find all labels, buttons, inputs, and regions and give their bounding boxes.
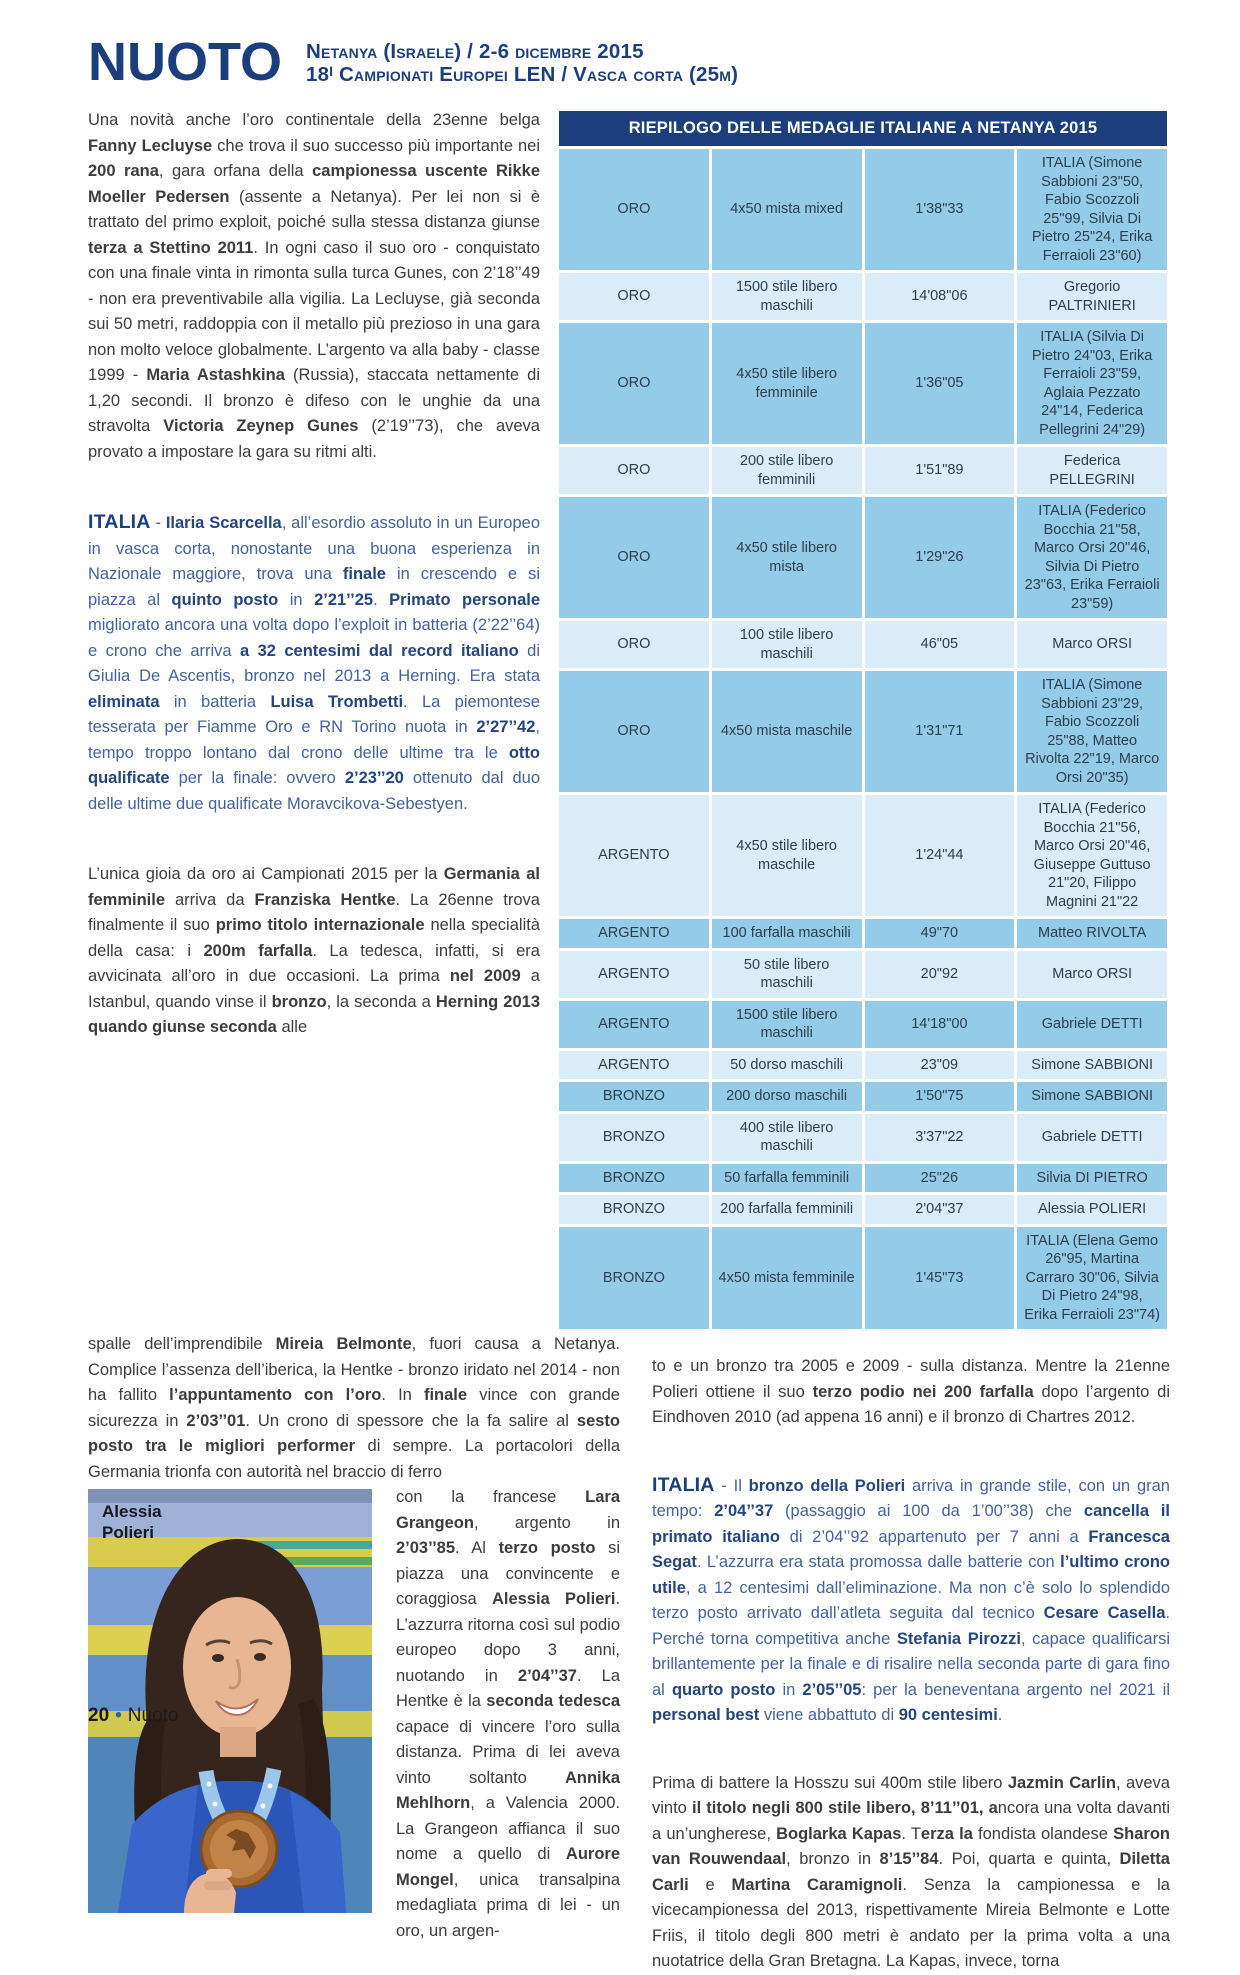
page-number: 20 bbox=[88, 1705, 110, 1726]
cell-medal: ARGENTO bbox=[559, 1051, 709, 1080]
cell-names: Gregorio PALTRINIERI bbox=[1017, 273, 1167, 320]
table-row bbox=[559, 1227, 1167, 1330]
paragraph-italia-scarcella: ITALIA - Ilaria Scarcella, all’esordio assoluto in un Europeo in vasca corta, nonostante una buona esperienza in Nazionale maggiore, trova una finale in crescendo e si piazza al quinto posto in 2’21’’25. Primato personale migliorato ancora una volta dopo l’exploit in batteria (2’22’’64) e crono che arriva a 32 centesimi dal record italiano di Giulia De Ascentis, bronzo nel 2013 a Herning. Era stata eliminata in batteria Luisa Trombetti. La piemontese tesserata per Fiamme Oro e RN Torino nuota in 2’27’’42, tempo troppo lontano dal crono delle ultime tra le otto qualificate per la finale: ovvero 2’23’’20 ottenuto dal duo delle ultime due qualificate Moravcikova-Sebestyen. bbox=[88, 511, 541, 813]
page-footer bbox=[88, 1705, 179, 1727]
cell-medal: ORO bbox=[559, 149, 709, 270]
paragraph-lecluyse: Una novità anche l’oro continentale della 23enne belga Fanny Lecluyse che trova il suo successo più importante nei 200 rana, gara orfana della campionessa uscente Rikke Moeller Pedersen (assente a Netanya). Per lei non si è trattato del primo exploit, poiché sulla stessa distanza giunse terza a Stettino 2011. In ogni caso il suo oro - conquistato con una finale vinta in rimonta sulla turca Gunes, con 2’18’’49 - non era preventivabile alla vigilia. La Lecluyse, già seconda sui 50 metri, raddoppia con il metallo più prezioso in una gara non molto veloce globalmente. L’argento va alla baby - classe 1999 - Maria Astashkina (Russia), staccata nettamente di 1,20 secondi. Il bronzo è difeso con le unghie da una stravolta Victoria Zeynep Gunes (2’19’’73), che aveva provato a impostare la gara su ritmi alti. bbox=[88, 111, 541, 461]
cell-event: 100 farfalla maschili bbox=[712, 919, 862, 948]
cell-time: 25"26 bbox=[865, 1164, 1015, 1193]
athlete-photo-illustration bbox=[88, 1489, 372, 1913]
table-row bbox=[559, 795, 1167, 916]
table-row bbox=[559, 671, 1167, 792]
paragraph-hentke-part1: L’unica gioia da oro ai Campionati 2015 per la Germania al femminile arriva da Franziska Hentke. La 26enne trova finalmente il suo primo titolo internazionale nella specialità della casa: i 200m farfalla. La tedesca, infatti, si era avvicinata all’oro in due occasioni. La prima nel 2009 a Istanbul, quando vinse il bronzo, la seconda a Herning 2013 quando giunse seconda alle bbox=[88, 865, 541, 1036]
cell-time: 1'51"89 bbox=[865, 447, 1015, 494]
cell-time: 1'36"05 bbox=[865, 323, 1015, 444]
athlete-photo bbox=[88, 1489, 372, 1913]
medal-table-title: RIEPILOGO DELLE MEDAGLIE ITALIANE A NETANYA 2015 bbox=[559, 111, 1167, 146]
footer-section-name: Nuoto bbox=[127, 1705, 179, 1726]
cell-names: ITALIA (Silvia Di Pietro 24"03, Erika Ferraioli 23"59, Aglaia Pezzato 24"14, Federica Pellegrini 24"29) bbox=[1017, 323, 1167, 444]
cell-time: 1'45"73 bbox=[865, 1227, 1015, 1330]
cell-medal: BRONZO bbox=[559, 1227, 709, 1330]
cell-event: 4x50 stile libero mista bbox=[712, 497, 862, 618]
table-row bbox=[559, 497, 1167, 618]
table-row bbox=[559, 323, 1167, 444]
cell-names: Gabriele DETTI bbox=[1017, 1001, 1167, 1048]
cell-medal: BRONZO bbox=[559, 1114, 709, 1161]
cell-medal: BRONZO bbox=[559, 1195, 709, 1224]
cell-names: ITALIA (Simone Sabbioni 23"50, Fabio Scozzoli 25"99, Silvia Di Pietro 25"24, Erika Ferraioli 23"60) bbox=[1017, 149, 1167, 270]
table-row bbox=[559, 1195, 1167, 1224]
cell-time: 1'24"44 bbox=[865, 795, 1015, 916]
paragraph-italia-polieri: ITALIA - Il bronzo della Polieri arriva in grande stile, con un gran tempo: 2’04’’37 (passaggio ai 100 da 1’00’’38) che cancella il primato italiano di 2’04’’92 appartenuto per 7 anni a Francesca Segat. L’azzurra era stata promossa dalle batterie con l’ultimo crono utile, a 12 centesimi dall’eliminazione. Ma non c’è solo lo splendido terzo posto arrivato dall’atleta seguita dal tecnico Cesare Casella. Perché torna competitiva anche Stefania Pirozzi, capace qualificarsi brillantemente per la finale e di risalire nella seconda parte di gara fino al quarto posto in 2’05’’05: per la beneventana argento nel 2021 il personal best viene abbattuto di 90 centesimi. bbox=[652, 1473, 1170, 1724]
cell-names: Simone SABBIONI bbox=[1017, 1051, 1167, 1080]
cell-event: 4x50 stile libero femminile bbox=[712, 323, 862, 444]
cell-time: 3'37"22 bbox=[865, 1114, 1015, 1161]
cell-event: 200 farfalla femminili bbox=[712, 1195, 862, 1224]
cell-time: 14'18"00 bbox=[865, 1001, 1015, 1048]
paragraph-hentke-part3: con la francese Lara Grangeon, argento in 2’03’’85. Al terzo posto si piazza una convincente e coraggiosa Alessia Polieri. L’azzurra ritorna così sul podio europeo dopo 3 anni, nuotando in 2’04’’37. La Hentke è la seconda tedesca capace di vincere l’oro sulla distanza. Prima di lei aveva vinto soltanto Annika Mehlhorn, a Valencia 2000. La Grangeon affianca il suo nome a quello di Aurore Mongel, unica transalpina medagliata prima di lei - un oro, un argen- bbox=[396, 1488, 621, 1940]
cell-event: 4x50 stile libero maschile bbox=[712, 795, 862, 916]
table-row bbox=[559, 1164, 1167, 1193]
cell-medal: BRONZO bbox=[559, 1164, 709, 1193]
medal-table-container bbox=[556, 108, 1170, 1332]
paragraph-polieri-podio: to e un bronzo tra 2005 e 2009 - sulla distanza. Mentre la 21enne Polieri ottiene il suo terzo podio nei 200 farfalla dopo l’argento di Eindhoven 2010 (ad appena 16 anni) e il bronzo di Chartres 2012. bbox=[652, 1357, 1170, 1426]
cell-medal: ORO bbox=[559, 273, 709, 320]
table-row bbox=[559, 919, 1167, 948]
cell-names: Federica PELLEGRINI bbox=[1017, 447, 1167, 494]
cell-event: 1500 stile libero maschili bbox=[712, 273, 862, 320]
event-line1: Netanya (Israele) / 2-6 dicembre 2015 bbox=[306, 40, 644, 63]
cell-medal: ORO bbox=[559, 497, 709, 618]
cell-time: 1'38"33 bbox=[865, 149, 1015, 270]
table-row bbox=[559, 1051, 1167, 1080]
cell-medal: ORO bbox=[559, 621, 709, 668]
cell-time: 1'31"71 bbox=[865, 671, 1015, 792]
footer-bullet-icon: • bbox=[115, 1705, 122, 1726]
cell-event: 100 stile libero maschili bbox=[712, 621, 862, 668]
paragraph-hentke-part2: spalle dell’imprendibile Mireia Belmonte, fuori causa a Netanya. Complice l’assenza dell’iberica, la Hentke - bronzo iridato nel 2014 - non ha fallito l’appuntamento con l’oro. In finale vince con grande sicurezza in 2’03’’01. Un crono di spessore che la fa salire al sesto posto tra le migliori performer di sempre. La portacolori della Germania trionfa con autorità nel braccio di ferro bbox=[88, 1335, 621, 1481]
cell-medal: ARGENTO bbox=[559, 951, 709, 998]
cell-event: 200 dorso maschili bbox=[712, 1082, 862, 1111]
cell-names: ITALIA (Federico Bocchia 21"56, Marco Orsi 20"46, Giuseppe Guttuso 21"20, Filippo Magnini 21"22 bbox=[1017, 795, 1167, 916]
cell-names: ITALIA (Elena Gemo 26"95, Martina Carraro 30"06, Silvia Di Pietro 24"98, Erika Ferraioli 23"74) bbox=[1017, 1227, 1167, 1330]
cell-medal: ARGENTO bbox=[559, 1001, 709, 1048]
article-column-left bbox=[88, 108, 540, 1041]
paragraph-carlin-800: Prima di battere la Hosszu sui 400m stile libero Jazmin Carlin, aveva vinto il titolo negli 800 stile libero, 8’11’’01, ancora una volta davanti a un’ungherese, Boglarka Kapas. Terza la fondista olandese Sharon van Rouwendaal, bronzo in 8’15’’84. Poi, quarta e quinta, Diletta Carli e Martina Caramignoli. Senza la campionessa e la vicecampionessa del 2013, rispettivamente Mireia Belmonte e Lotte Friis, il titolo degli 800 metri è andato per la prima volta a una nuotatrice della Gran Bretagna. La Kapas, invece, torna bbox=[652, 1773, 1170, 1970]
cell-event: 200 stile libero femminili bbox=[712, 447, 862, 494]
photo-caption-line2: Polieri bbox=[102, 1523, 154, 1542]
cell-time: 49"70 bbox=[865, 919, 1015, 948]
cell-event: 4x50 mista femminile bbox=[712, 1227, 862, 1330]
cell-time: 23"09 bbox=[865, 1051, 1015, 1080]
cell-time: 46"05 bbox=[865, 621, 1015, 668]
lower-section bbox=[88, 1332, 1170, 1975]
table-row bbox=[559, 621, 1167, 668]
cell-medal: ORO bbox=[559, 447, 709, 494]
cell-names: ITALIA (Simone Sabbioni 23"29, Fabio Scozzoli 25"88, Matteo Rivolta 22"19, Marco Orsi 20"35) bbox=[1017, 671, 1167, 792]
cell-medal: ORO bbox=[559, 671, 709, 792]
photo-caption-line1: Alessia bbox=[102, 1502, 162, 1521]
article-column-bottom-left bbox=[88, 1332, 620, 1944]
cell-time: 1'50"75 bbox=[865, 1082, 1015, 1111]
cell-medal: BRONZO bbox=[559, 1082, 709, 1111]
table-row bbox=[559, 1001, 1167, 1048]
cell-medal: ARGENTO bbox=[559, 919, 709, 948]
table-row bbox=[559, 447, 1167, 494]
cell-names: Gabriele DETTI bbox=[1017, 1114, 1167, 1161]
cell-names: Alessia POLIERI bbox=[1017, 1195, 1167, 1224]
cell-time: 14'08"06 bbox=[865, 273, 1015, 320]
cell-names: Silvia DI PIETRO bbox=[1017, 1164, 1167, 1193]
table-row bbox=[559, 1082, 1167, 1111]
cell-medal: ORO bbox=[559, 323, 709, 444]
medal-table-body bbox=[559, 149, 1167, 1329]
cell-time: 2'04"37 bbox=[865, 1195, 1015, 1224]
cell-event: 4x50 mista mixed bbox=[712, 149, 862, 270]
cell-names: Marco ORSI bbox=[1017, 621, 1167, 668]
cell-event: 50 dorso maschili bbox=[712, 1051, 862, 1080]
table-row bbox=[559, 1114, 1167, 1161]
cell-names: Simone SABBIONI bbox=[1017, 1082, 1167, 1111]
upper-section bbox=[88, 108, 1170, 1332]
masthead bbox=[88, 32, 1170, 92]
table-row bbox=[559, 273, 1167, 320]
cell-medal: ARGENTO bbox=[559, 795, 709, 916]
photo-caption bbox=[102, 1501, 162, 1543]
cell-event: 1500 stile libero maschili bbox=[712, 1001, 862, 1048]
cell-names: Matteo RIVOLTA bbox=[1017, 919, 1167, 948]
cell-event: 50 farfalla femminili bbox=[712, 1164, 862, 1193]
cell-event: 4x50 mista maschile bbox=[712, 671, 862, 792]
event-line2: 18ᴵ Campionati Europei LEN / Vasca corta (25m) bbox=[306, 63, 739, 86]
table-row bbox=[559, 149, 1167, 270]
cell-time: 20"92 bbox=[865, 951, 1015, 998]
italia-lead-2: ITALIA bbox=[652, 1473, 715, 1496]
cell-event: 50 stile libero maschili bbox=[712, 951, 862, 998]
cell-names: ITALIA (Federico Bocchia 21"58, Marco Orsi 20"46, Silvia Di Pietro 23"63, Erika Ferraioli 23"59) bbox=[1017, 497, 1167, 618]
event-subtitle bbox=[306, 40, 738, 86]
table-row bbox=[559, 951, 1167, 998]
cell-names: Marco ORSI bbox=[1017, 951, 1167, 998]
article-column-bottom-right bbox=[652, 1332, 1170, 1975]
cell-time: 1'29"26 bbox=[865, 497, 1015, 618]
cell-event: 400 stile libero maschili bbox=[712, 1114, 862, 1161]
medal-table bbox=[556, 108, 1170, 1332]
italia-lead: ITALIA bbox=[88, 511, 151, 533]
page-title: NUOTO bbox=[88, 32, 283, 92]
